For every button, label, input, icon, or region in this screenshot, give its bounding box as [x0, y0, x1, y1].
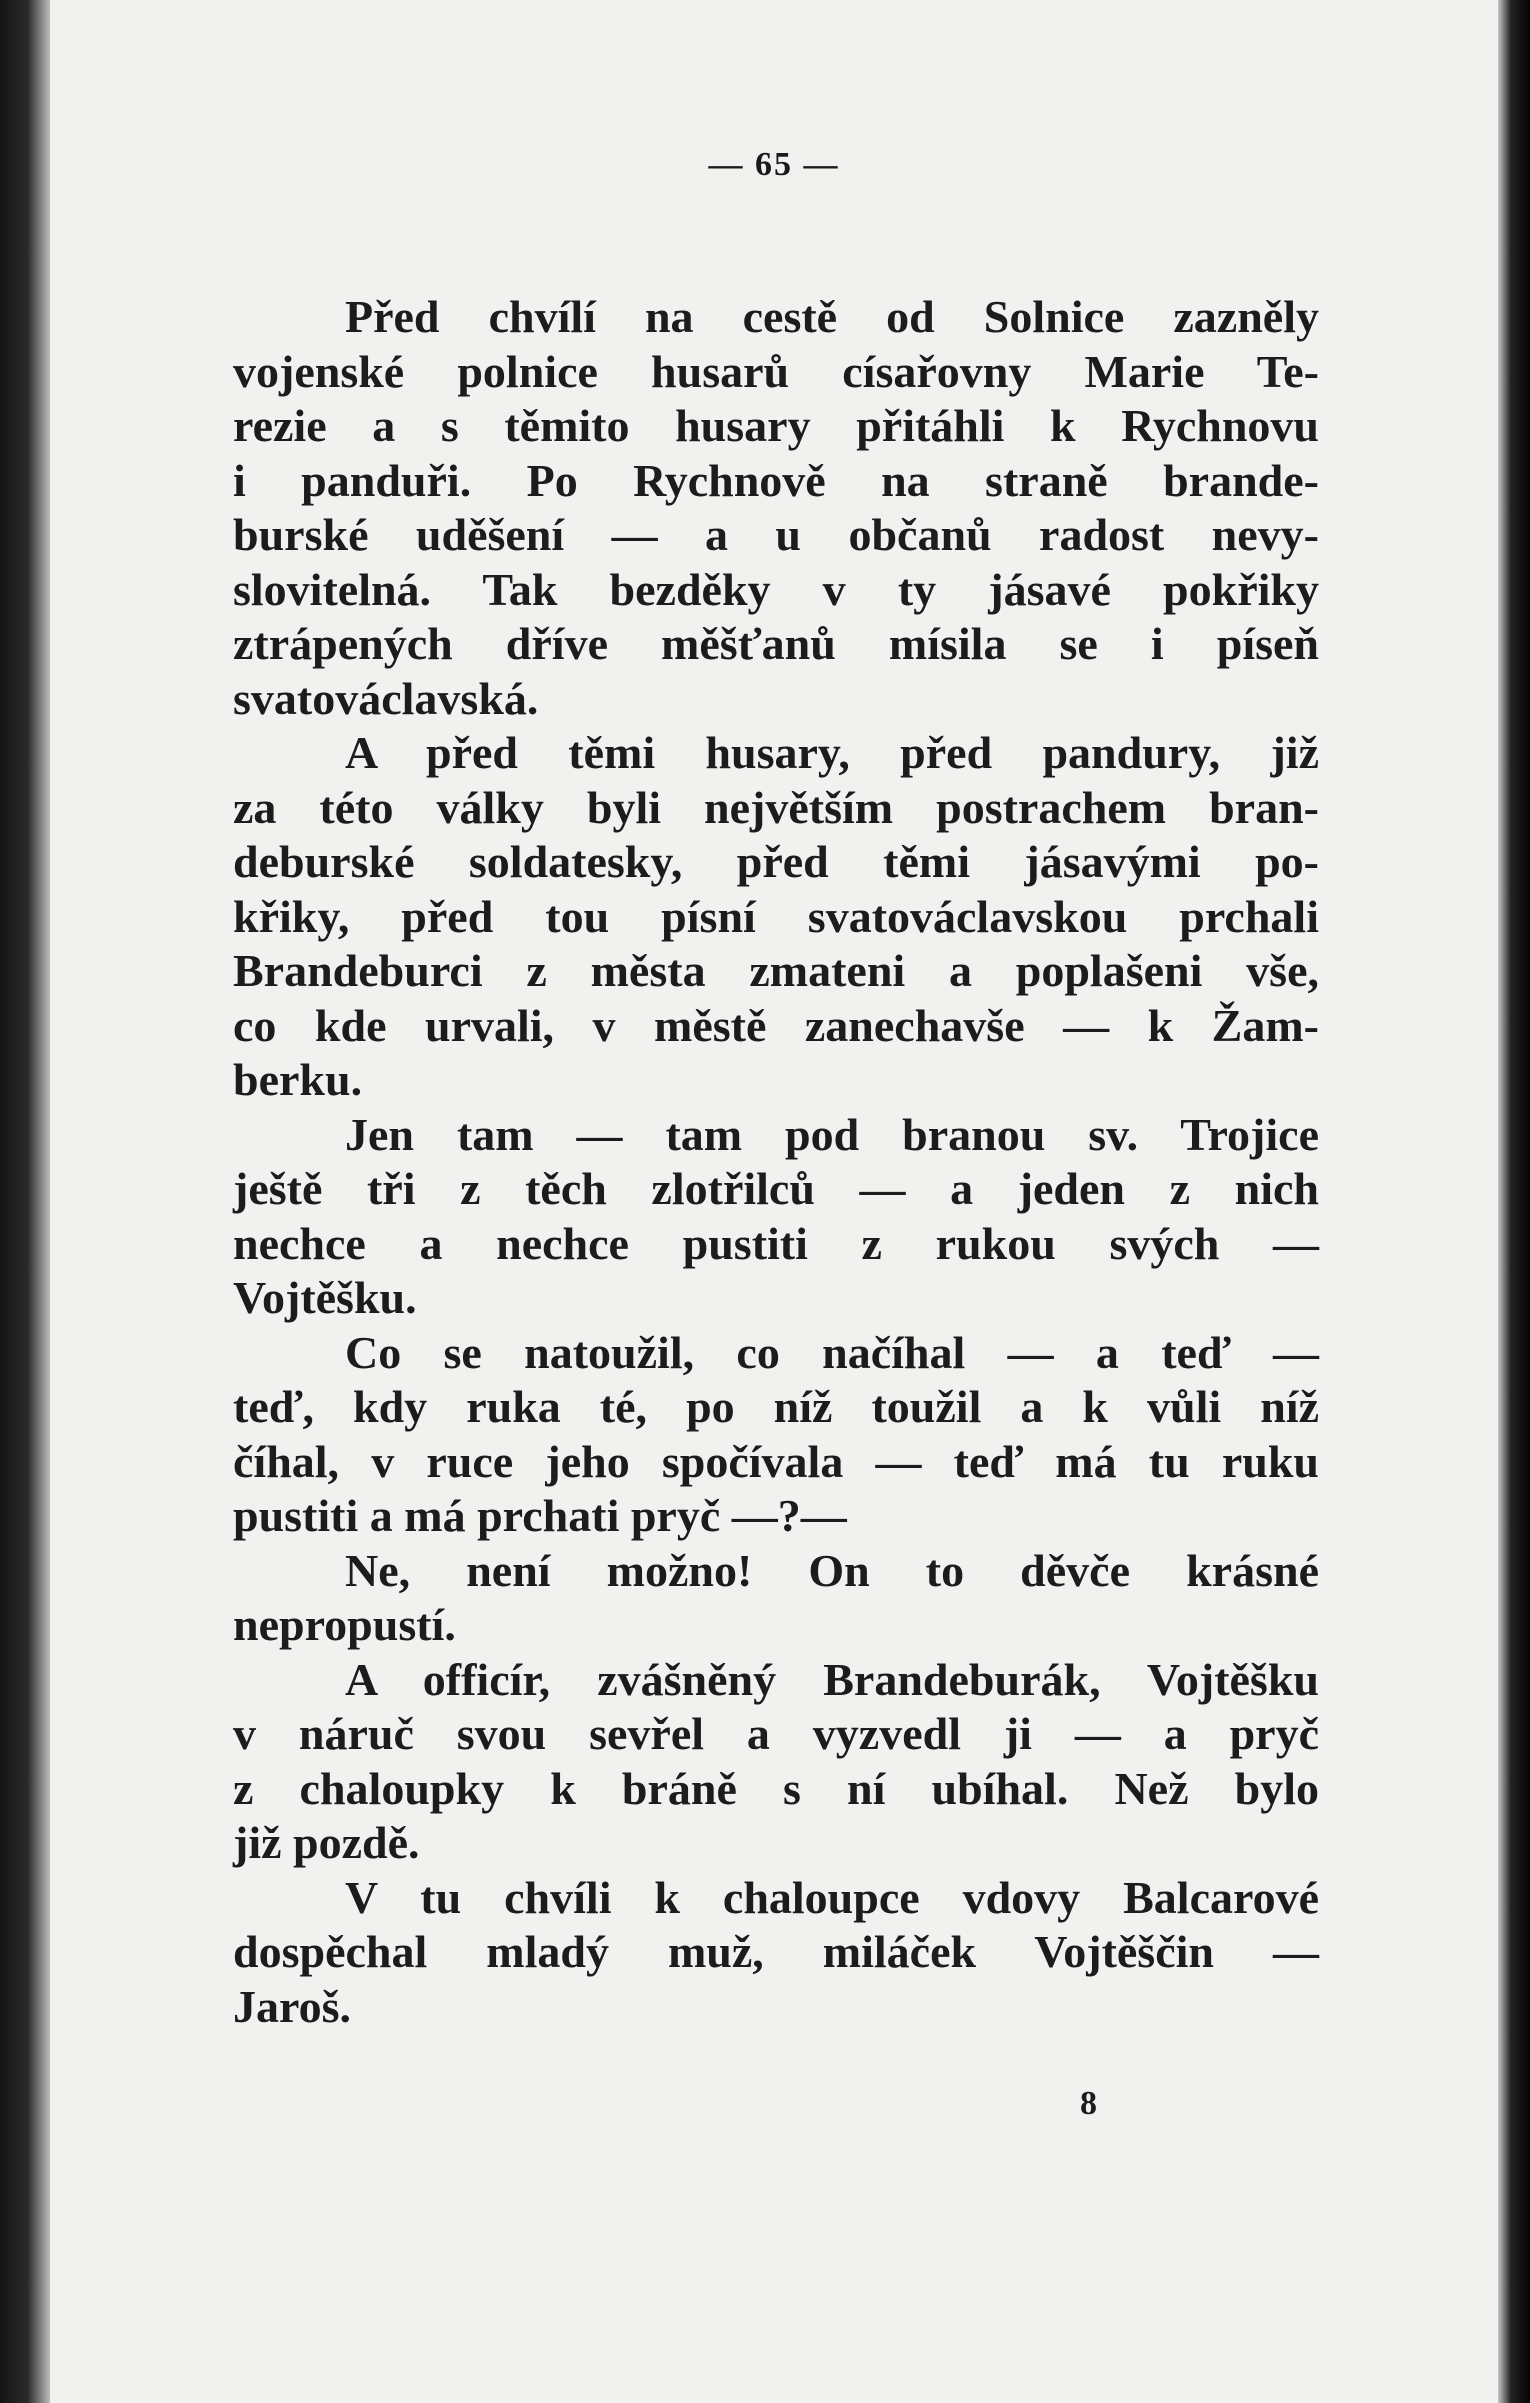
- text-line: v náruč svou sevřel a vyzvedl ji — a pryč: [233, 1708, 1319, 1759]
- text-line: deburské soldatesky, před těmi jásavými po-: [233, 836, 1319, 887]
- book-gutter-left: [0, 0, 50, 2403]
- text-line: svatováclavská.: [233, 672, 539, 724]
- text-line: Ne, není možno! On to děvče krásné: [345, 1544, 1319, 1596]
- text-line: dospěchal mladý muž, miláček Vojtěščin —: [233, 1926, 1319, 1977]
- text-line: berku.: [233, 1054, 363, 1105]
- text-line: nechce a nechce pustiti z rukou svých —: [233, 1217, 1319, 1269]
- text-line: číhal, v ruce jeho spočívala — teď má tu ruku: [233, 1435, 1319, 1487]
- text-line: Jen tam — tam pod branou sv. Trojice: [345, 1108, 1319, 1160]
- signature-mark: 8: [1080, 2085, 1097, 2122]
- text-line: rezie a s těmito husary přitáhli k Rychnovu: [233, 400, 1319, 451]
- text-line: co kde urvali, v městě zanechavše — k Žam-: [233, 999, 1319, 1051]
- body-text: [233, 290, 1319, 2034]
- text-line: vojenské polnice husarů císařovny Marie Te-: [233, 345, 1319, 397]
- text-line: Co se natoužil, co načíhal — a teď —: [345, 1326, 1319, 1378]
- text-line: za této války byli největším postrachem bran-: [233, 781, 1319, 833]
- text-line: A officír, zvášněný Brandeburák, Vojtěšku: [345, 1653, 1319, 1705]
- text-line: ještě tři z těch zlotřilců — a jeden z nich: [233, 1163, 1319, 1214]
- text-line: nepropustí.: [233, 1599, 456, 1650]
- text-line: z chaloupky k bráně s ní ubíhal. Než bylo: [233, 1762, 1319, 1814]
- book-edge-right: [1498, 0, 1530, 2403]
- text-line: Vojtěšku.: [233, 1272, 417, 1323]
- text-line: V tu chvíli k chaloupce vdovy Balcarové: [345, 1871, 1319, 1923]
- text-line: slovitelná. Tak bezděky v ty jásavé pokřiky: [233, 563, 1319, 615]
- page-number: — 65 —: [708, 146, 840, 183]
- text-line: ztrápených dříve měšťanů mísila se i píseň: [233, 618, 1319, 669]
- text-line: křiky, před tou písní svatováclavskou prchali: [233, 890, 1319, 942]
- text-line: Před chvílí na cestě od Solnice zazněly: [345, 291, 1319, 342]
- text-line: Jaroš.: [233, 1980, 351, 2032]
- text-line: teď, kdy ruka té, po níž toužil a k vůli níž: [233, 1381, 1319, 1432]
- text-line: A před těmi husary, před pandury, již: [345, 727, 1319, 778]
- text-line: Brandeburci z města zmateni a poplašeni vše,: [233, 945, 1319, 996]
- text-line: již pozdě.: [233, 1817, 420, 1868]
- text-line: burské uděšení — a u občanů radost nevy-: [233, 509, 1319, 560]
- text-line: i panduři. Po Rychnově na straně brande-: [233, 454, 1319, 506]
- text-line: pustiti a má prchati pryč —?—: [233, 1490, 847, 1541]
- book-page: [50, 0, 1498, 2403]
